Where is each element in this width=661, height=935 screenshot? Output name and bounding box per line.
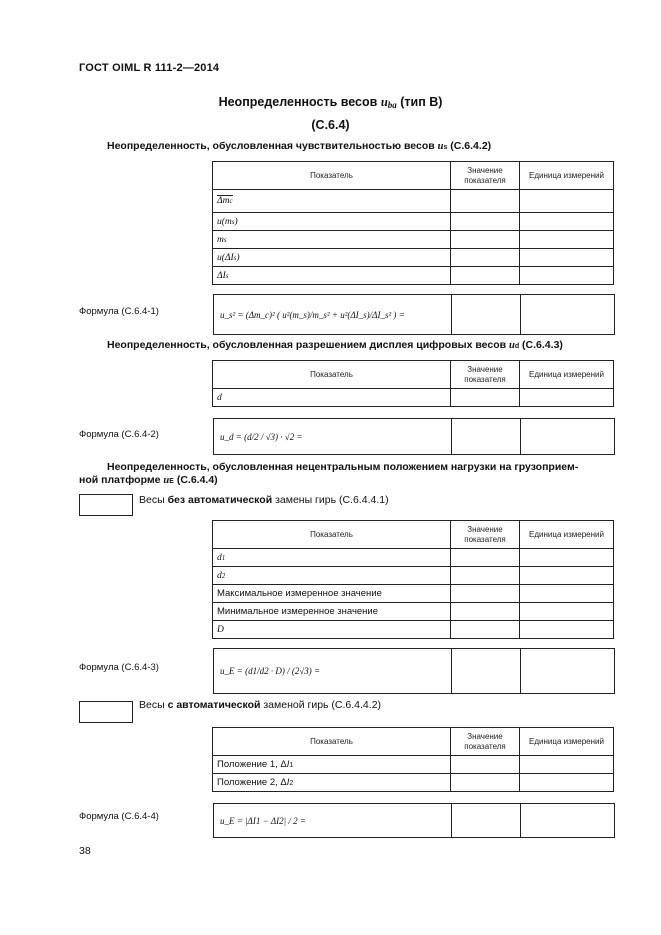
section2-sub: d (514, 343, 520, 350)
row-label-d2: d2 (213, 567, 451, 585)
unit-cell[interactable] (520, 389, 614, 407)
formula4-box (213, 803, 615, 838)
option1-prefix: Весы (139, 494, 168, 506)
col-unit: Единица измерений (520, 728, 614, 756)
unit-cell[interactable] (520, 190, 614, 213)
formula3-box (213, 648, 615, 694)
formula1-unit[interactable] (521, 295, 614, 334)
unit-cell[interactable] (520, 603, 614, 621)
row-label-d1: d1 (213, 549, 451, 567)
formula3-unit[interactable] (521, 649, 614, 693)
option2-bold: с автоматической (167, 699, 261, 711)
title-text: Неопределенность весов (218, 95, 381, 109)
row-label-pos2: Положение 2, ΔI2 (213, 774, 451, 792)
formula4-label: Формула (C.6.4-4) (79, 811, 159, 822)
title-var: u (380, 95, 388, 109)
col-unit: Единица измерений (520, 521, 614, 549)
formula4: u_E = |ΔI1 − ΔI2| / 2 = (214, 804, 452, 837)
option2-label (139, 699, 381, 711)
table-row (213, 756, 614, 774)
section3-heading-cont (79, 474, 218, 486)
value-cell[interactable] (451, 774, 520, 792)
section3-heading (107, 460, 613, 474)
col-unit: Единица измерений (520, 162, 614, 190)
table-row (213, 249, 614, 267)
value-cell[interactable] (451, 585, 520, 603)
row-label-pos1: Положение 1, ΔI1 (213, 756, 451, 774)
col-indicator: Показатель (213, 728, 451, 756)
col-value: Значение показателя (451, 361, 520, 389)
unit-cell[interactable] (520, 774, 614, 792)
unit-cell[interactable] (520, 249, 614, 267)
table-row (213, 549, 614, 567)
formula2-box (213, 418, 615, 455)
col-indicator: Показатель (213, 361, 451, 389)
section3-text-line2: ной платформе (79, 474, 164, 486)
formula1-box (213, 294, 615, 335)
formula1-label: Формула (C.6.4-1) (79, 306, 159, 317)
section2-ref: (C.6.4.3) (519, 339, 563, 351)
unit-cell[interactable] (520, 585, 614, 603)
value-cell[interactable] (451, 567, 520, 585)
section3-ref: (C.6.4.4) (173, 474, 218, 486)
section1-text: Неопределенность, обусловленная чувствительностью весов (107, 140, 438, 152)
unit-cell[interactable] (520, 567, 614, 585)
unit-cell[interactable] (520, 756, 614, 774)
col-value: Значение показателя (451, 728, 520, 756)
value-cell[interactable] (451, 231, 520, 249)
table-row (213, 567, 614, 585)
page-number: 38 (79, 845, 91, 857)
value-cell[interactable] (451, 267, 520, 285)
table-row (213, 389, 614, 407)
formula3-value[interactable] (452, 649, 521, 693)
option1-suffix: замены гирь (C.6.4.4.1) (272, 494, 389, 506)
formula2-unit[interactable] (521, 419, 614, 454)
option1-bold: без автоматической (167, 494, 273, 506)
formula3: u_E = (d1/d2 · D) / (2√3) = (214, 649, 452, 693)
section1-ref: (C.6.4.2) (447, 140, 492, 152)
row-label-dis: ΔIs (213, 267, 451, 285)
formula2-value[interactable] (452, 419, 521, 454)
section1-sub: s (443, 144, 448, 151)
section3-sub: E (169, 478, 174, 485)
table-resolution (212, 360, 614, 407)
formula4-value[interactable] (452, 804, 521, 837)
unit-cell[interactable] (520, 231, 614, 249)
table-no-auto (212, 520, 614, 639)
formula2-label: Формула (C.6.4-2) (79, 429, 159, 440)
formula1: u_s² = (Δm_c)² ( u²(m_s)/m_s² + u²(ΔI_s)/ΔI_s² ) = (214, 295, 452, 334)
option1-checkbox[interactable] (79, 494, 133, 516)
table-row (213, 267, 614, 285)
col-value: Значение показателя (451, 162, 520, 190)
row-label-max: Максимальное измеренное значение (213, 585, 451, 603)
section2-var: u (509, 340, 515, 351)
row-label-dmc: Δmc (217, 196, 233, 206)
section1-var: u (437, 141, 444, 152)
row-label-ms: ms (213, 231, 451, 249)
col-value: Значение показателя (451, 521, 520, 549)
unit-cell[interactable] (520, 267, 614, 285)
table-row (213, 603, 614, 621)
value-cell[interactable] (451, 190, 520, 213)
unit-cell[interactable] (520, 621, 614, 639)
value-cell[interactable] (451, 213, 520, 231)
value-cell[interactable] (451, 249, 520, 267)
value-cell[interactable] (451, 756, 520, 774)
table-auto (212, 727, 614, 792)
section3-text-line1: Неопределенность, обусловленная нецентральным положением нагрузки на грузоприем- (107, 461, 579, 473)
formula2: u_d = (d/2 / √3) · √2 = (214, 419, 452, 454)
row-label-ums: u(ms) (213, 213, 451, 231)
section3-var: u (163, 475, 170, 486)
option1-label (139, 494, 389, 506)
table-row (213, 774, 614, 792)
section-title (0, 95, 661, 110)
formula4-unit[interactable] (521, 804, 614, 837)
section1-heading (107, 140, 491, 152)
value-cell[interactable] (451, 389, 520, 407)
option2-prefix: Весы (139, 699, 168, 711)
col-unit: Единица измерений (520, 361, 614, 389)
section-number: (C.6.4) (311, 118, 350, 132)
value-cell[interactable] (451, 549, 520, 567)
table-row (213, 190, 614, 213)
row-label-d: d (213, 389, 451, 407)
formula1-value[interactable] (452, 295, 521, 334)
section2-heading (107, 339, 563, 351)
formula3-label: Формула (C.6.4-3) (79, 662, 159, 673)
table-row (213, 231, 614, 249)
col-indicator: Показатель (213, 521, 451, 549)
document-header: ГОСТ OIML R 111-2—2014 (79, 62, 220, 74)
unit-cell[interactable] (520, 549, 614, 567)
unit-cell[interactable] (520, 213, 614, 231)
title-var-sub: ba (387, 100, 397, 110)
option2-checkbox[interactable] (79, 701, 133, 723)
table-row (213, 213, 614, 231)
option2-suffix: заменой гирь (C.6.4.4.2) (260, 699, 382, 711)
table-row (213, 585, 614, 603)
value-cell[interactable] (451, 621, 520, 639)
row-label-D: D (213, 621, 451, 639)
table-row (213, 621, 614, 639)
row-label-udis: u(ΔIs) (213, 249, 451, 267)
table-sensitivity (212, 161, 614, 285)
row-label-min: Минимальное измеренное значение (213, 603, 451, 621)
value-cell[interactable] (451, 603, 520, 621)
col-indicator: Показатель (213, 162, 451, 190)
title-suffix: (тип В) (396, 95, 443, 109)
section2-text: Неопределенность, обусловленная разрешением дисплея цифровых весов (107, 339, 510, 351)
